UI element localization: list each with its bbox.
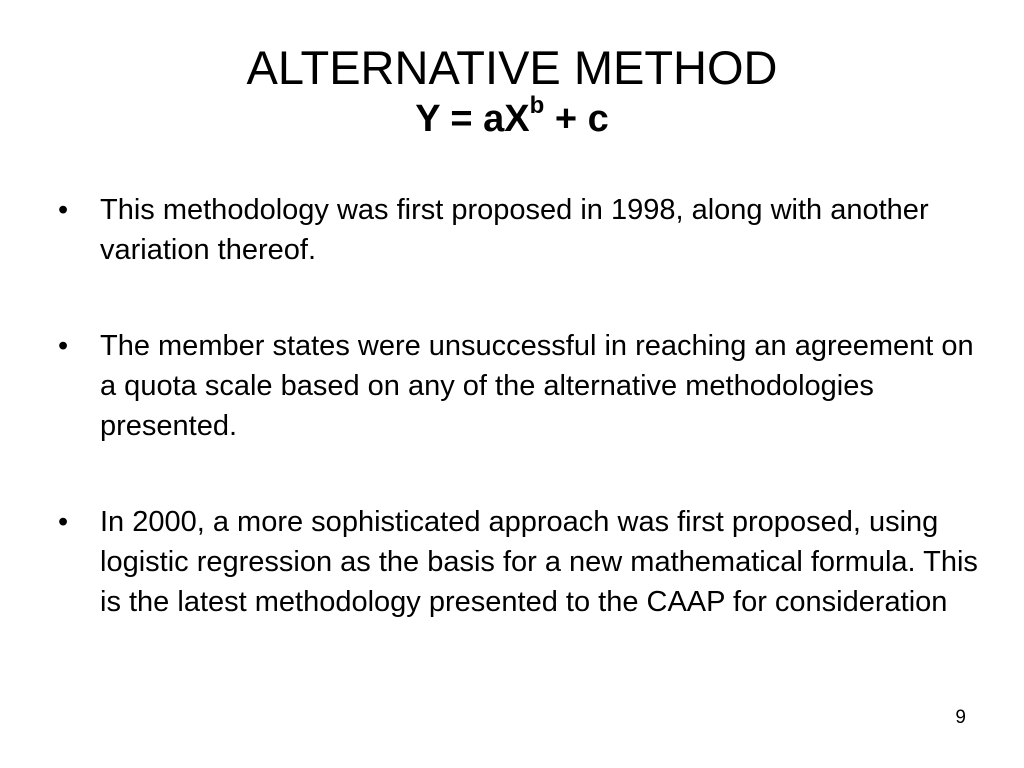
- bullet-text: This methodology was first proposed in 1998, along with another variation thereof.: [100, 194, 929, 266]
- bullet-dot-icon: •: [58, 330, 69, 362]
- bullet-text: In 2000, a more sophisticated approach was first proposed, using logistic regression as the basis for a new mathematical formula. This is the latest methodology presented to the CAAP for consideration: [100, 506, 978, 618]
- bullet-item: [58, 326, 978, 446]
- bullet-dot-icon: •: [58, 506, 69, 538]
- title-block: [0, 40, 1024, 142]
- formula-heading: [0, 92, 1024, 142]
- bullet-text: The member states were unsuccessful in reaching an agreement on a quota scale based on any of the alternative methodologies presented.: [100, 330, 974, 442]
- formula-superscript: b: [529, 92, 545, 120]
- bullet-item: [58, 502, 978, 622]
- bullet-item: [58, 190, 978, 270]
- bullet-list: [58, 190, 978, 678]
- page-number: 9: [955, 707, 966, 728]
- slide-title: ALTERNATIVE METHOD: [246, 41, 778, 94]
- formula-prefix: Y = aX: [415, 98, 530, 140]
- formula-suffix: + c: [544, 98, 609, 140]
- bullet-dot-icon: •: [58, 194, 69, 226]
